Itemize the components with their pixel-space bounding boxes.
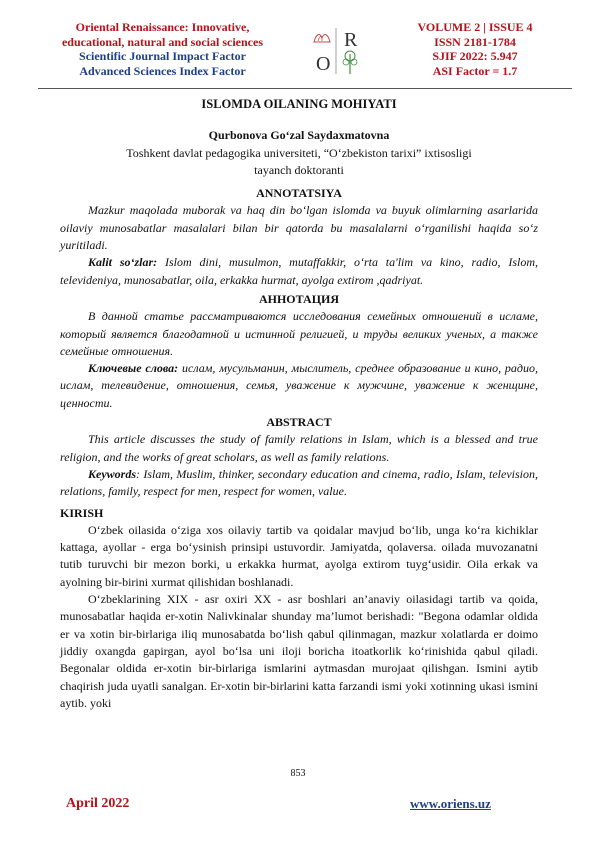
logo-letter-o: O [316, 53, 331, 75]
asi-factor: ASI Factor = 1.7 [432, 63, 518, 78]
journal-info-left [40, 20, 285, 78]
journal-info-right [380, 20, 570, 78]
affiliation-line-2: tayanch doktoranti [254, 162, 344, 177]
index-factor-label: Advanced Sciences Index Factor [79, 63, 246, 78]
impact-factor-label: Scientific Journal Impact Factor [79, 49, 246, 63]
journal-header [0, 14, 596, 94]
journal-name-line1: Oriental Renaissance: Innovative, [75, 20, 250, 34]
page-footer [0, 796, 596, 816]
journal-logo [304, 22, 364, 78]
abstract-text: This article discusses the study of family relations in Islam, which is a blessed and true religion, and the works of great scholars, as well as family relations. [60, 432, 538, 464]
keywords-text: ислам, мусульманин, мыслитель, среднее образование и кино, радио, ислам, телевидение, отношения, семья, уважение к мужчине, уважение к женщине, ценности. [60, 361, 539, 410]
header-divider [38, 88, 572, 89]
kirish-heading: KIRISH [60, 505, 104, 520]
volume-issue: VOLUME 2 | ISSUE 4 [417, 20, 533, 34]
keywords-text: Islom dini, musulmon, mutaffakkir, o‘rta ta'lim va kino, radio, Islom, televideniya, munosabatlar, oila, erkakka hurmat, ayolga extirom ,qadriyat. [60, 255, 538, 287]
issn: ISSN 2181-1784 [434, 34, 516, 49]
abstract-heading: ABSTRACT [266, 415, 332, 430]
lotus-icon [314, 35, 330, 42]
keywords-label: Kalit so‘zlar: [88, 255, 158, 270]
annotatsiya-heading: ANNOTATSIYA [256, 186, 342, 201]
kirish-paragraph-2: O‘zbeklarining XIX - asr oxiri XX - asr boshlari an’anaviy oilasidagi tartib va qoida, munosabatlar haqida er-xotin Nalivkinalar shunday ma’lumot berishadi: "Begona odamlar oldida er va xotin bir-birlariga iliq munosabatda bo‘lish qabul qilinmagan, mazkur xolatlarda er doimo jiddiy oxangda gapirgan, ayol bo‘lsa uni iloji boricha itoatkorlik ko‘rinishida qabul qiladi. Begonalar oldida er-xotin bir-birlariga ismlarini aytmasdan murojaat qilishgan. Ismini aytib chaqirish juda uyatli sanalgan. Er-xotin bir-birlarini katta farzandi ismi yoki xotinning ukasi ismini aytib. yoki [60, 592, 538, 710]
author-name: Qurbonova Go‘zal Saydaxmatovna [208, 128, 390, 143]
affiliation-line-1: Toshkent davlat pedagogika universiteti, “O‘zbekiston tarixi” ixtisosligi [126, 145, 472, 160]
website-link[interactable]: www.oriens.uz [410, 796, 491, 811]
sjif: SJIF 2022: 5.947 [432, 49, 518, 63]
page-number: 853 [290, 768, 306, 779]
annotation-ru-keywords [60, 360, 538, 412]
keywords-text: : Islam, Muslim, thinker, secondary education and cinema, radio, Islam, television, relations, family, respect for men, respect for women, value. [60, 466, 538, 499]
logo-letter-r: R [344, 29, 358, 51]
annotation-ru-text: В данной статье рассматриваются исследования семейных отношений в исламе, который является благодатной и истинной религией, и труды великих ученых, а также семейные отношения. [60, 309, 538, 358]
article-body [60, 96, 538, 712]
kirish-paragraph-1: O‘zbek oilasida o‘ziga xos oilaviy tartib va qoidalar mavjud bo‘lib, unga ko‘ra kichiklar kattaga, ayollar - erga bo‘ysinish prinsipi ustuvordir. Jamiyatda, qolaversa. oilada muvozanatni tutib turuvchi bir mezon borki, u erkakka hurmat, ayolga extirom tuyg‘usidir. Oila erkak va ayolning bir-birini xurmat qilishidan boshlanadi. [60, 522, 538, 589]
annotatsiya-keywords [60, 254, 538, 289]
keywords-label: Ключевые слова: [88, 361, 179, 376]
abstract-keywords [60, 466, 538, 501]
journal-name-line2: educational, natural and social sciences [61, 34, 263, 49]
annotation-ru-heading: АННОТАЦИЯ [258, 291, 340, 306]
keywords-label: Keywords [88, 466, 136, 481]
tree-icon [343, 51, 357, 74]
issue-date: April 2022 [66, 796, 130, 811]
article-title: ISLOMDA OILANING MOHIYATI [201, 97, 397, 111]
annotatsiya-text: Mazkur maqolada muborak va haq din bo‘lgan islomda va buyuk olimlarning asarlarida oilaviy munosabatlar masalalari bilan bir qatorda bu masalalarni o‘rganilishi haqida so‘z yuritiladi. [60, 203, 538, 253]
